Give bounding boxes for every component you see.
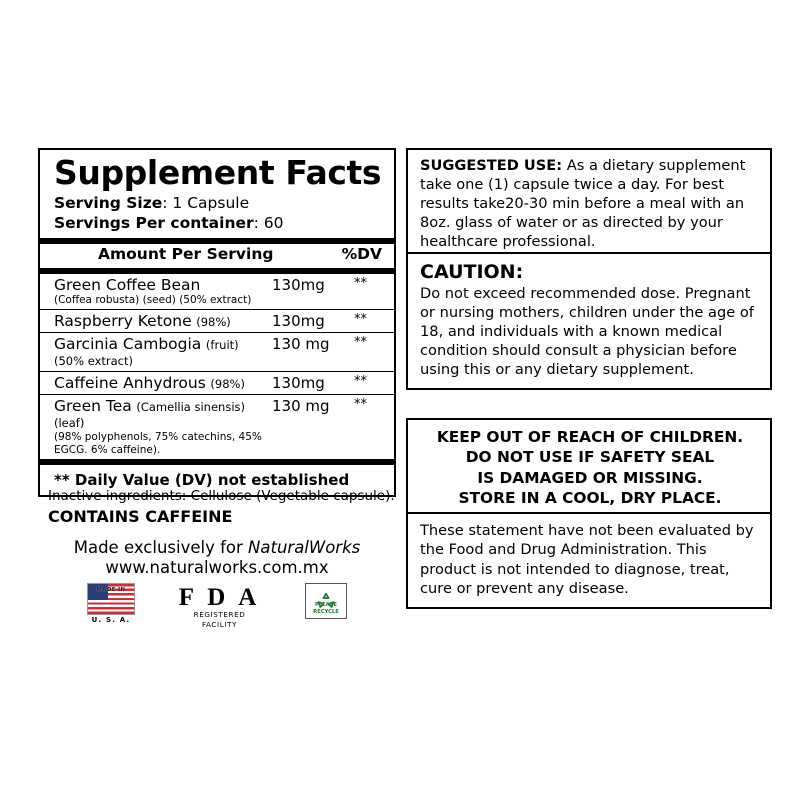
warning-box bbox=[406, 418, 772, 518]
ingredient-dv: ** bbox=[354, 275, 367, 291]
recycle-badge-frame bbox=[305, 583, 347, 619]
ingredient-amount: 130mg bbox=[272, 275, 325, 294]
serving-size-line bbox=[40, 193, 394, 213]
ingredient-amount: 130mg bbox=[272, 371, 346, 394]
ingredient-amount: 130 mg bbox=[272, 394, 346, 459]
warning-line-4: STORE IN A COOL, DRY PLACE. bbox=[458, 488, 722, 507]
suggested-use-label: SUGGESTED USE: bbox=[420, 157, 563, 174]
ingredient-name-qualifier: (98%) bbox=[210, 376, 245, 391]
fda-letters: F D A bbox=[178, 584, 261, 611]
warning-line-2: DO NOT USE IF SAFETY SEAL bbox=[465, 448, 715, 467]
caution-body: Do not exceed recommended dose. Pregnant or nursing mothers, children under the age of 18, and individuals with a known medical condition should consult a physician before using this or any dietary supplement. bbox=[420, 284, 754, 378]
made-for-prefix: Made exclusively for bbox=[73, 538, 249, 557]
servings-per-container-value: : 60 bbox=[253, 214, 284, 233]
ingredient-name: Green Coffee Bean bbox=[54, 275, 201, 294]
table-row bbox=[40, 394, 394, 459]
serving-size-value: : 1 Capsule bbox=[162, 193, 250, 212]
fda-registered-label: REGISTERED bbox=[193, 610, 246, 619]
table-row bbox=[40, 274, 394, 310]
ingredient-name-cell bbox=[40, 371, 272, 394]
ingredient-name-qualifier: (Camellia sinensis) (leaf) bbox=[54, 399, 245, 430]
fda-disclaimer-text: These statement have not been evaluated by the Food and Drug Administration. This product is not intended to diagnose, treat, cure or prevent any disease. bbox=[420, 522, 754, 598]
ingredient-name-cell bbox=[40, 274, 272, 310]
ingredient-name-cell bbox=[40, 332, 272, 371]
ingredient-subtext: (Coffea robusta) (seed) (50% extract) bbox=[54, 293, 252, 306]
table-row bbox=[40, 371, 394, 394]
recycle-text bbox=[306, 602, 346, 615]
made-in-label: MADE IN bbox=[96, 587, 126, 593]
serving-size-label: Serving Size bbox=[54, 193, 163, 212]
supplement-facts-panel bbox=[38, 148, 396, 497]
table-row bbox=[40, 332, 394, 371]
caution-heading: CAUTION: bbox=[420, 261, 524, 283]
ingredient-name-cell bbox=[40, 309, 272, 332]
supplement-facts-title: Supplement Facts bbox=[54, 153, 382, 192]
amount-per-serving-label: Amount Per Serving bbox=[98, 244, 274, 263]
usa-flag-icon bbox=[87, 583, 135, 615]
usa-label: U. S. A. bbox=[91, 616, 131, 624]
fda-registered-badge bbox=[177, 583, 263, 629]
ingredient-name: Caffeine Anhydrous bbox=[54, 373, 206, 392]
ingredient-name: Raspberry Ketone bbox=[54, 311, 192, 330]
warning-text bbox=[420, 427, 760, 508]
please-recycle-badge bbox=[302, 583, 350, 619]
recycle-line-1: PLEASE bbox=[315, 602, 337, 608]
amount-per-serving-header bbox=[40, 244, 394, 264]
ingredient-name-cell bbox=[40, 394, 272, 459]
website-text: www.naturalworks.com.mx bbox=[105, 558, 329, 577]
warning-line-3: IS DAMAGED OR MISSING. bbox=[477, 468, 703, 487]
ingredient-name: Green Tea bbox=[54, 396, 132, 415]
ingredient-name: Garcinia Cambogia bbox=[54, 334, 202, 353]
suggested-use-text bbox=[420, 157, 760, 252]
ingredient-subtext: (98% polyphenols, 75% catechins, 45% EGCG. 6% caffeine). bbox=[54, 430, 262, 456]
servings-per-container-label: Servings Per container bbox=[54, 214, 254, 233]
brand-name: NaturalWorks bbox=[248, 538, 361, 557]
suggested-use-box bbox=[406, 148, 772, 262]
ingredient-dv: ** bbox=[346, 371, 394, 394]
ingredient-dv: ** bbox=[346, 332, 394, 371]
ingredient-name-qualifier: (fruit) (50% extract) bbox=[54, 337, 239, 368]
inactive-ingredients-text: Inactive ingredients: Cellulose (Vegetable capsule). bbox=[48, 488, 395, 504]
daily-value-note: ** Daily Value (DV) not established bbox=[40, 459, 394, 495]
ingredient-dv: ** bbox=[346, 309, 394, 332]
ingredient-amount: 130mg bbox=[272, 309, 346, 332]
servings-per-container-line bbox=[40, 213, 394, 233]
ingredient-dv: ** bbox=[346, 394, 394, 459]
suggested-use-body: As a dietary supplement take one (1) capsule twice a day. For best results take20-30 min before a meal with an 8oz. glass of water or as directed by your healthcare professional. bbox=[420, 157, 746, 250]
ingredients-table bbox=[40, 274, 394, 459]
ingredient-amount: 130 mg bbox=[272, 332, 346, 371]
made-in-usa-badge bbox=[85, 583, 137, 624]
warning-line-1: KEEP OUT OF REACH OF CHILDREN. bbox=[436, 428, 744, 446]
ingredient-name-qualifier: (98%) bbox=[196, 314, 231, 329]
contains-caffeine-text: CONTAINS CAFFEINE bbox=[48, 507, 233, 526]
table-row bbox=[40, 309, 394, 332]
fda-facility-label: FACILITY bbox=[201, 619, 238, 629]
percent-dv-label: %DV bbox=[341, 244, 382, 263]
recycle-line-2: RECYCLE bbox=[313, 608, 339, 615]
caution-box bbox=[406, 252, 772, 390]
certification-badges bbox=[85, 583, 350, 633]
fda-disclaimer-box bbox=[406, 512, 772, 609]
